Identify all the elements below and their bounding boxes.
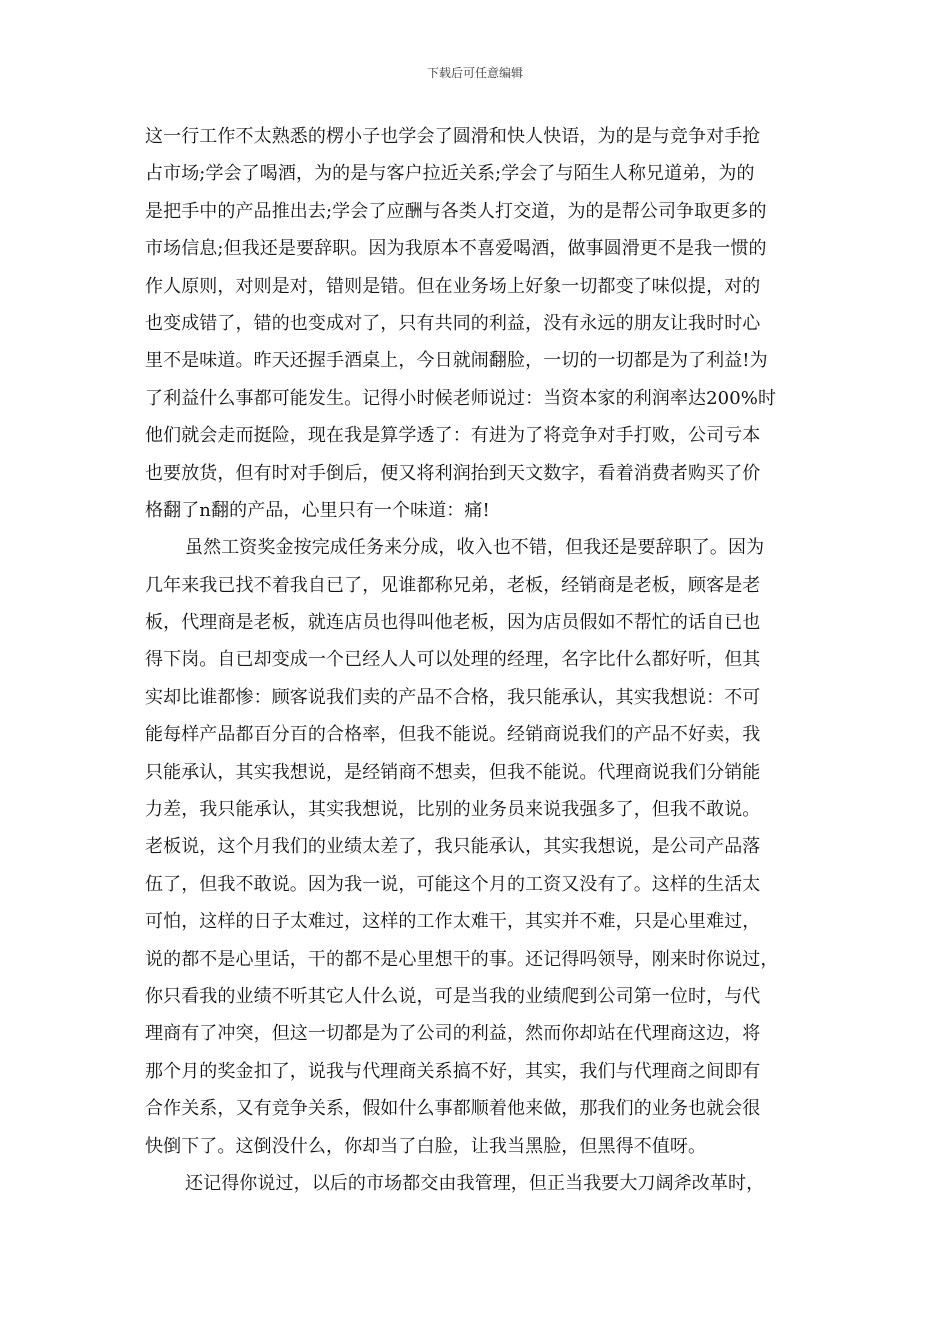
page-header: 下载后可任意编辑 — [426, 66, 523, 80]
text-line: 说的都不是心里话，干的都不是心里想干的事。还记得吗领导，刚来时你说过， — [145, 948, 779, 970]
text-line: 只能承认，其实我想说，是经销商不想卖，但我不能说。代理商说我们分销能 — [145, 761, 761, 783]
text-line: 虽然工资奖金按完成任务来分成，收入也不错，但我还是要辞职了。因为 — [185, 537, 765, 559]
text-line: 力差，我只能承认，其实我想说，比别的业务员来说我强多了，但我不敢说。 — [145, 799, 761, 821]
paragraph — [145, 1165, 825, 1202]
text-line: 市场信息;但我还是要辞职。因为我原本不喜爱喝酒，做事圆滑更不是我一惯的 — [145, 238, 767, 260]
text-line: 占市场;学会了喝酒，为的是与客户拉近关系;学会了与陌生人称兄道弟，为的 — [145, 163, 755, 185]
text-line: 理商有了冲突，但这一切都是为了公司的利益，然而你却站在代理商这边，将 — [145, 1023, 761, 1045]
text-line: 这一行工作不太熟悉的楞小子也学会了圆滑和快人快语，为的是与竞争对手抢 — [145, 126, 761, 147]
paragraph — [145, 118, 825, 529]
text-line: 也变成错了，错的也变成对了，只有共同的利益，没有永远的朋友让我时时心 — [145, 312, 761, 334]
text-line: 你只看我的业绩不听其它人什么说，可是当我的业绩爬到公司第一位时，与代 — [145, 985, 761, 1007]
text-line: 伍了，但我不敢说。因为我一说，可能这个月的工资又没有了。这样的生活太 — [145, 873, 761, 895]
document-body — [145, 118, 825, 1202]
text-line: 合作关系，又有竞争关系，假如什么事都顺着他来做，那我们的业务也就会很 — [145, 1098, 761, 1120]
text-line: 还记得你说过，以后的市场都交由我管理，但正当我要大刀阔斧改革时， — [185, 1172, 765, 1194]
text-line: 是把手中的产品推出去;学会了应酬与各类人打交道，为的是帮公司争取更多的 — [145, 200, 767, 222]
text-line: 作人原则，对则是对，错则是错。但在业务场上好象一切都变了味似提，对的 — [145, 275, 761, 297]
text-line: 可怕，这样的日子太难过，这样的工作太难干，其实并不难，只是心里难过， — [145, 911, 761, 933]
text-line: 里不是味道。昨天还握手酒桌上，今日就闹翻脸，一切的一切都是为了利益!为 — [145, 350, 768, 372]
text-line: 板，代理商是老板，就连店员也得叫他老板，因为店员假如不帮忙的话自已也 — [145, 612, 761, 634]
text-line: 他们就会走而挺险，现在我是算学透了：有进为了将竞争对手打败，公司亏本 — [145, 425, 761, 447]
text-line: 老板说，这个月我们的业绩太差了，我只能承认，其实我想说，是公司产品落 — [145, 836, 761, 858]
text-line: 几年来我已找不着我自已了，见谁都称兄弟，老板，经销商是老板，顾客是老 — [145, 574, 761, 596]
text-line: 也要放货，但有时对手倒后，便又将利润抬到天文数字，看着消费者购买了价 — [145, 462, 761, 484]
text-line: 格翻了n翻的产品，心里只有一个味道：痛! — [145, 499, 490, 521]
text-line: 了利益什么事都可能发生。记得小时候老师说过：当资本家的利润率达200%时 — [145, 387, 777, 409]
text-line: 那个月的奖金扣了，说我与代理商关系搞不好，其实，我们与代理商之间即有 — [145, 1060, 761, 1082]
text-line: 得下岗。自已却变成一个已经人人可以处理的经理，名字比什么都好听，但其 — [145, 649, 761, 671]
text-line: 快倒下了。这倒没什么，你却当了白脸，让我当黑脸，但黑得不值呀。 — [145, 1135, 707, 1157]
text-line: 能每样产品都百分百的合格率，但我不能说。经销商说我们的产品不好卖，我 — [145, 724, 761, 746]
paragraph — [145, 529, 825, 1165]
text-line: 实却比谁都惨：顾客说我们卖的产品不合格，我只能承认，其实我想说：不可 — [145, 686, 761, 708]
